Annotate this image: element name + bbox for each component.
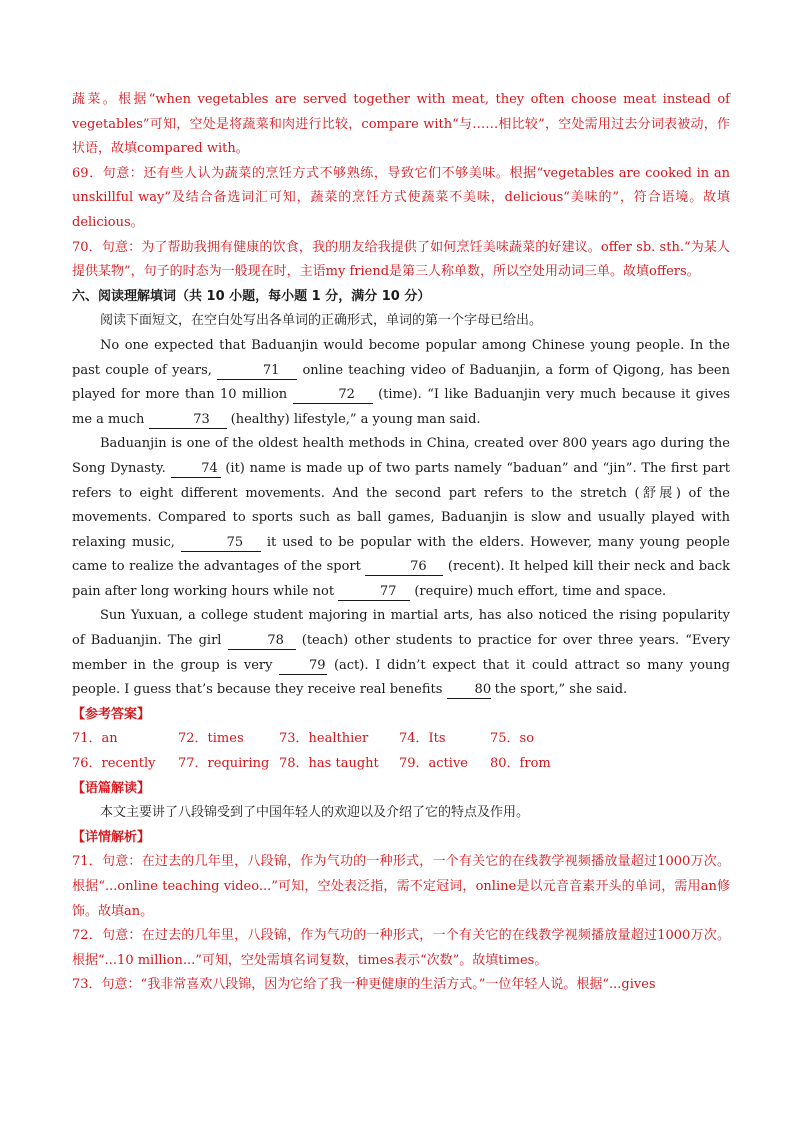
passage-text: online teaching video of Baduanjin, a form of Qigong, has been played for more than 10 million [72, 362, 730, 403]
passage-text: (time). “I like Baduanjin very much because it gives me a much [72, 387, 730, 427]
blank-71: 71 [217, 363, 297, 380]
passage-text: No one expected that Baduanjin would become popular among Chinese young people. In the past couple of years, [72, 337, 730, 378]
section-instruction: 阅读下面短文，在空白处写出各单词的正确形式，单词的第一个字母已给出。 [100, 313, 543, 329]
blank-72: 72 [293, 387, 373, 404]
explanation-72: 72．句意：在过去的几年里，八段锦，作为气功的一种形式，一个有关它的在线教学视频播放量超过1000万次。根据“...10 million...”可知，空处需填名词复数，times表示“次数”。故填times。 [72, 928, 730, 968]
answer-74: 74．Its [399, 731, 446, 747]
blank-74: 74 [171, 461, 221, 478]
answer-77: 77．requiring [178, 756, 270, 772]
passage-text: (healthy) lifestyle,” a young man said. [226, 411, 481, 427]
answer-75: 75．so [490, 731, 535, 747]
explanation-70: 70．句意：为了帮助我拥有健康的饮食，我的朋友给我提供了如何烹饪美味蔬菜的好建议。offer sb. sth.“为某人提供某物”，句子的时态为一般现在时，主语my friend是第三人称单数，所以空处用动词三单。故填offers。 [72, 239, 730, 280]
answer-72: 72．times [178, 731, 244, 747]
summary-text: 本文主要讲了八段锦受到了中国年轻人的欢迎以及介绍了它的特点及作用。 [100, 805, 530, 821]
answers-row-2 [72, 752, 730, 777]
answers-label: 【参考答案】 [72, 706, 151, 722]
passage-text: (it) name is made up of two parts namely “baduan” and “jin”. The first part refers to eight different movements. And the second part refers to the stretch (舒展) of the movements. Compared to sports such as ball games, Baduanjin is slow and usually played with relaxing music, [72, 460, 730, 550]
blank-79: 79 [279, 658, 327, 675]
passage-paragraph-3 [72, 604, 730, 702]
passage-text: (teach) other students to practice for over three years. “Every member in the group is very [72, 633, 730, 673]
explanation-69: 69．句意：还有些人认为蔬菜的烹饪方式不够熟练，导致它们不够美味。根据“vegetables are cooked in an unskillful way”及结合备选词汇可知，蔬菜的烹饪方式使蔬菜不美味，delicious“美味的”，符合语境。故填delicious。 [72, 165, 730, 230]
answers-row-1 [72, 727, 730, 752]
passage-text: (recent). It helped kill their neck and back pain after long working hours while not [72, 559, 730, 599]
answer-73: 73．healthier [279, 731, 369, 747]
explanation-68-continued: 蔬菜。根据“when vegetables are served together with meat, they often choose meat instead of vegetables”可知，空处是将蔬菜和肉进行比较，compare with“与……相比较”，空处需用过去分词表被动，作状语，故填compared with。 [72, 92, 730, 157]
blank-75: 75 [181, 535, 261, 552]
answer-79: 79．active [399, 756, 468, 772]
passage-paragraph-2 [72, 432, 730, 604]
answer-80: 80．from [490, 756, 551, 772]
passage-text: it used to be popular with the elders. However, many young people came to realize the advantages of the sport [72, 534, 730, 575]
passage-text: (require) much effort, time and space. [410, 583, 667, 599]
blank-77: 77 [338, 584, 410, 601]
blank-76: 76 [365, 559, 443, 576]
blank-80: 80 [447, 682, 491, 699]
passage-text: Baduanjin is one of the oldest health methods in China, created over 800 years ago during the Song Dynasty. [72, 436, 730, 476]
answer-71: 71．an [72, 731, 118, 747]
section-title: 六、阅读理解填词（共 10 小题，每小题 1 分，满分 10 分） [72, 288, 431, 304]
passage-text: Sun Yuxuan, a college student majoring in martial arts, has also noticed the rising popularity of Baduanjin. The girl [72, 608, 730, 649]
explanation-71: 71．句意：在过去的几年里，八段锦，作为气功的一种形式，一个有关它的在线教学视频播放量超过1000万次。根据“...online teaching video...”可知，空处表泛指，需不定冠词，online是以元音音素开头的单词，需用an修饰。故填an。 [72, 854, 730, 919]
passage-text: (act). I didn’t expect that it could attract so many young people. I guess that’s because they receive real benefits [72, 657, 730, 698]
answer-78: 78．has taught [279, 756, 379, 772]
blank-78: 78 [228, 633, 296, 650]
answer-76: 76．recently [72, 756, 156, 772]
details-label: 【详情解析】 [72, 829, 151, 845]
passage-text: the sport,” she said. [490, 682, 628, 698]
page-text [72, 88, 730, 998]
passage-paragraph-1 [72, 334, 730, 432]
summary-label: 【语篇解读】 [72, 780, 151, 796]
blank-73: 73 [149, 412, 227, 429]
explanation-73: 73．句意：“我非常喜欢八段锦，因为它给了我一种更健康的生活方式。”一位年轻人说。根据“...gives [72, 977, 656, 993]
